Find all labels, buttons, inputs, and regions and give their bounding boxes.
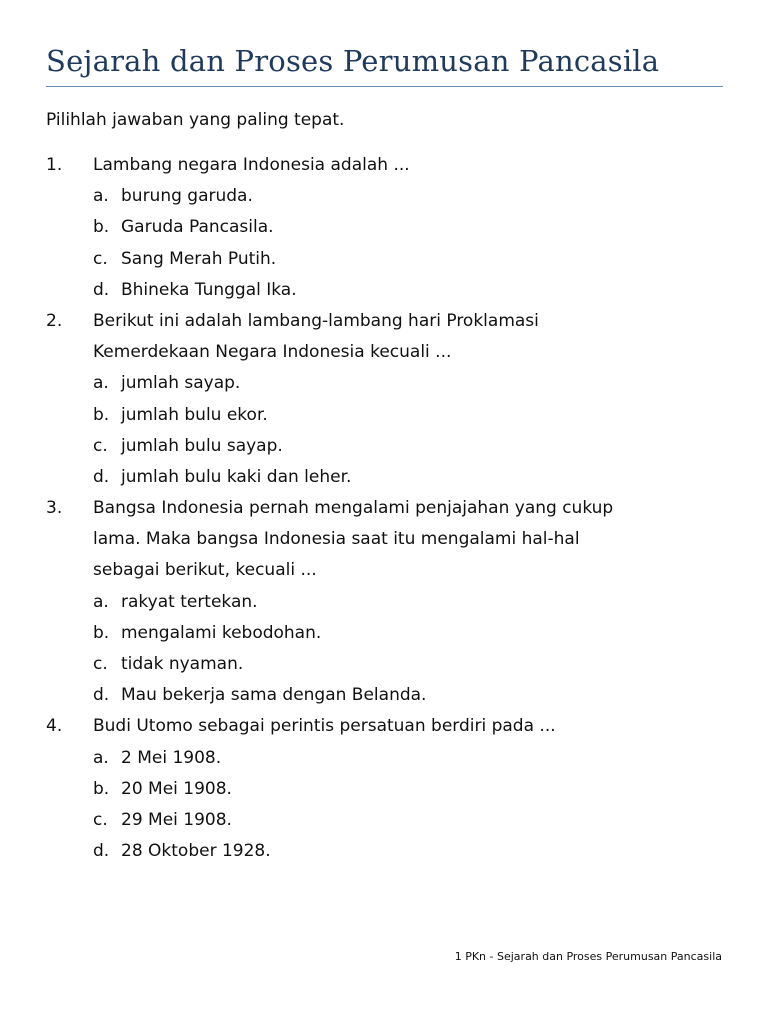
option-letter: d. xyxy=(93,466,110,487)
document-title: Sejarah dan Proses Perumusan Pancasila xyxy=(46,44,660,78)
option-letter: b. xyxy=(93,778,110,799)
option-letter: c. xyxy=(93,809,108,830)
question-line xyxy=(46,493,726,524)
option-text: rakyat tertekan. xyxy=(121,591,258,612)
option-text: jumlah bulu kaki dan leher. xyxy=(121,466,352,487)
option-letter: b. xyxy=(93,404,110,425)
option-letter: a. xyxy=(93,747,109,768)
answer-option xyxy=(46,244,726,275)
option-letter: b. xyxy=(93,217,110,238)
answer-option xyxy=(46,805,726,836)
question-number: 3. xyxy=(46,498,63,519)
answer-option xyxy=(46,836,726,867)
answer-option xyxy=(46,400,726,431)
question-number: 4. xyxy=(46,716,63,737)
answer-option xyxy=(46,774,726,805)
question-list xyxy=(46,150,726,867)
answer-option xyxy=(46,618,726,649)
option-letter: c. xyxy=(93,248,108,269)
option-letter: b. xyxy=(93,622,110,643)
question-line xyxy=(46,150,726,181)
answer-option xyxy=(46,462,726,493)
option-text: 20 Mei 1908. xyxy=(121,778,232,799)
option-text: jumlah bulu sayap. xyxy=(121,435,283,456)
option-text: Mau bekerja sama dengan Belanda. xyxy=(121,685,427,706)
question-text: Bangsa Indonesia pernah mengalami penjajahan yang cukup xyxy=(93,498,614,519)
option-letter: c. xyxy=(93,654,108,674)
question-text: sebagai berikut, kecuali ... xyxy=(93,560,317,581)
option-text: jumlah bulu ekor. xyxy=(121,404,268,425)
answer-option xyxy=(46,649,726,680)
instruction-text: Pilihlah jawaban yang paling tepat. xyxy=(46,110,345,130)
option-text: mengalami kebodohan. xyxy=(121,622,322,643)
answer-option xyxy=(46,181,726,212)
question-number: 1. xyxy=(46,155,63,175)
option-letter: a. xyxy=(93,373,109,394)
option-letter: c. xyxy=(93,435,108,456)
option-letter: a. xyxy=(93,186,109,207)
option-text: 29 Mei 1908. xyxy=(121,809,232,830)
question-4 xyxy=(46,711,726,867)
answer-option xyxy=(46,587,726,618)
option-text: Bhineka Tunggal Ika. xyxy=(121,279,297,300)
question-line xyxy=(46,306,726,337)
question-text: Kemerdekaan Negara Indonesia kecuali ... xyxy=(93,342,452,363)
option-text: Sang Merah Putih. xyxy=(121,248,277,269)
answer-option xyxy=(46,368,726,399)
question-text: Budi Utomo sebagai perintis persatuan berdiri pada ... xyxy=(93,716,556,737)
question-line xyxy=(46,337,726,368)
page-footer: 1 PKn - Sejarah dan Proses Perumusan Pancasila xyxy=(454,950,722,963)
option-text: Garuda Pancasila. xyxy=(121,217,274,238)
option-text: tidak nyaman. xyxy=(121,654,244,674)
question-1 xyxy=(46,150,726,306)
option-text: burung garuda. xyxy=(121,186,253,207)
question-2 xyxy=(46,306,726,493)
question-3 xyxy=(46,493,726,711)
question-line xyxy=(46,711,726,742)
option-letter: a. xyxy=(93,591,109,612)
answer-option xyxy=(46,212,726,243)
question-text: Lambang negara Indonesia adalah ... xyxy=(93,155,410,175)
answer-option xyxy=(46,680,726,711)
title-underline xyxy=(46,86,723,87)
option-text: jumlah sayap. xyxy=(121,373,241,394)
option-letter: d. xyxy=(93,685,110,706)
answer-option xyxy=(46,431,726,462)
question-line xyxy=(46,524,726,555)
option-letter: d. xyxy=(93,841,110,862)
answer-option xyxy=(46,743,726,774)
option-text: 28 Oktober 1928. xyxy=(121,841,271,862)
answer-option xyxy=(46,275,726,306)
option-letter: d. xyxy=(93,279,110,300)
question-number: 2. xyxy=(46,310,63,331)
question-text: lama. Maka bangsa Indonesia saat itu mengalami hal-hal xyxy=(93,529,580,550)
question-text: Berikut ini adalah lambang-lambang hari Proklamasi xyxy=(93,310,539,331)
option-text: 2 Mei 1908. xyxy=(121,747,222,768)
question-line xyxy=(46,555,726,586)
